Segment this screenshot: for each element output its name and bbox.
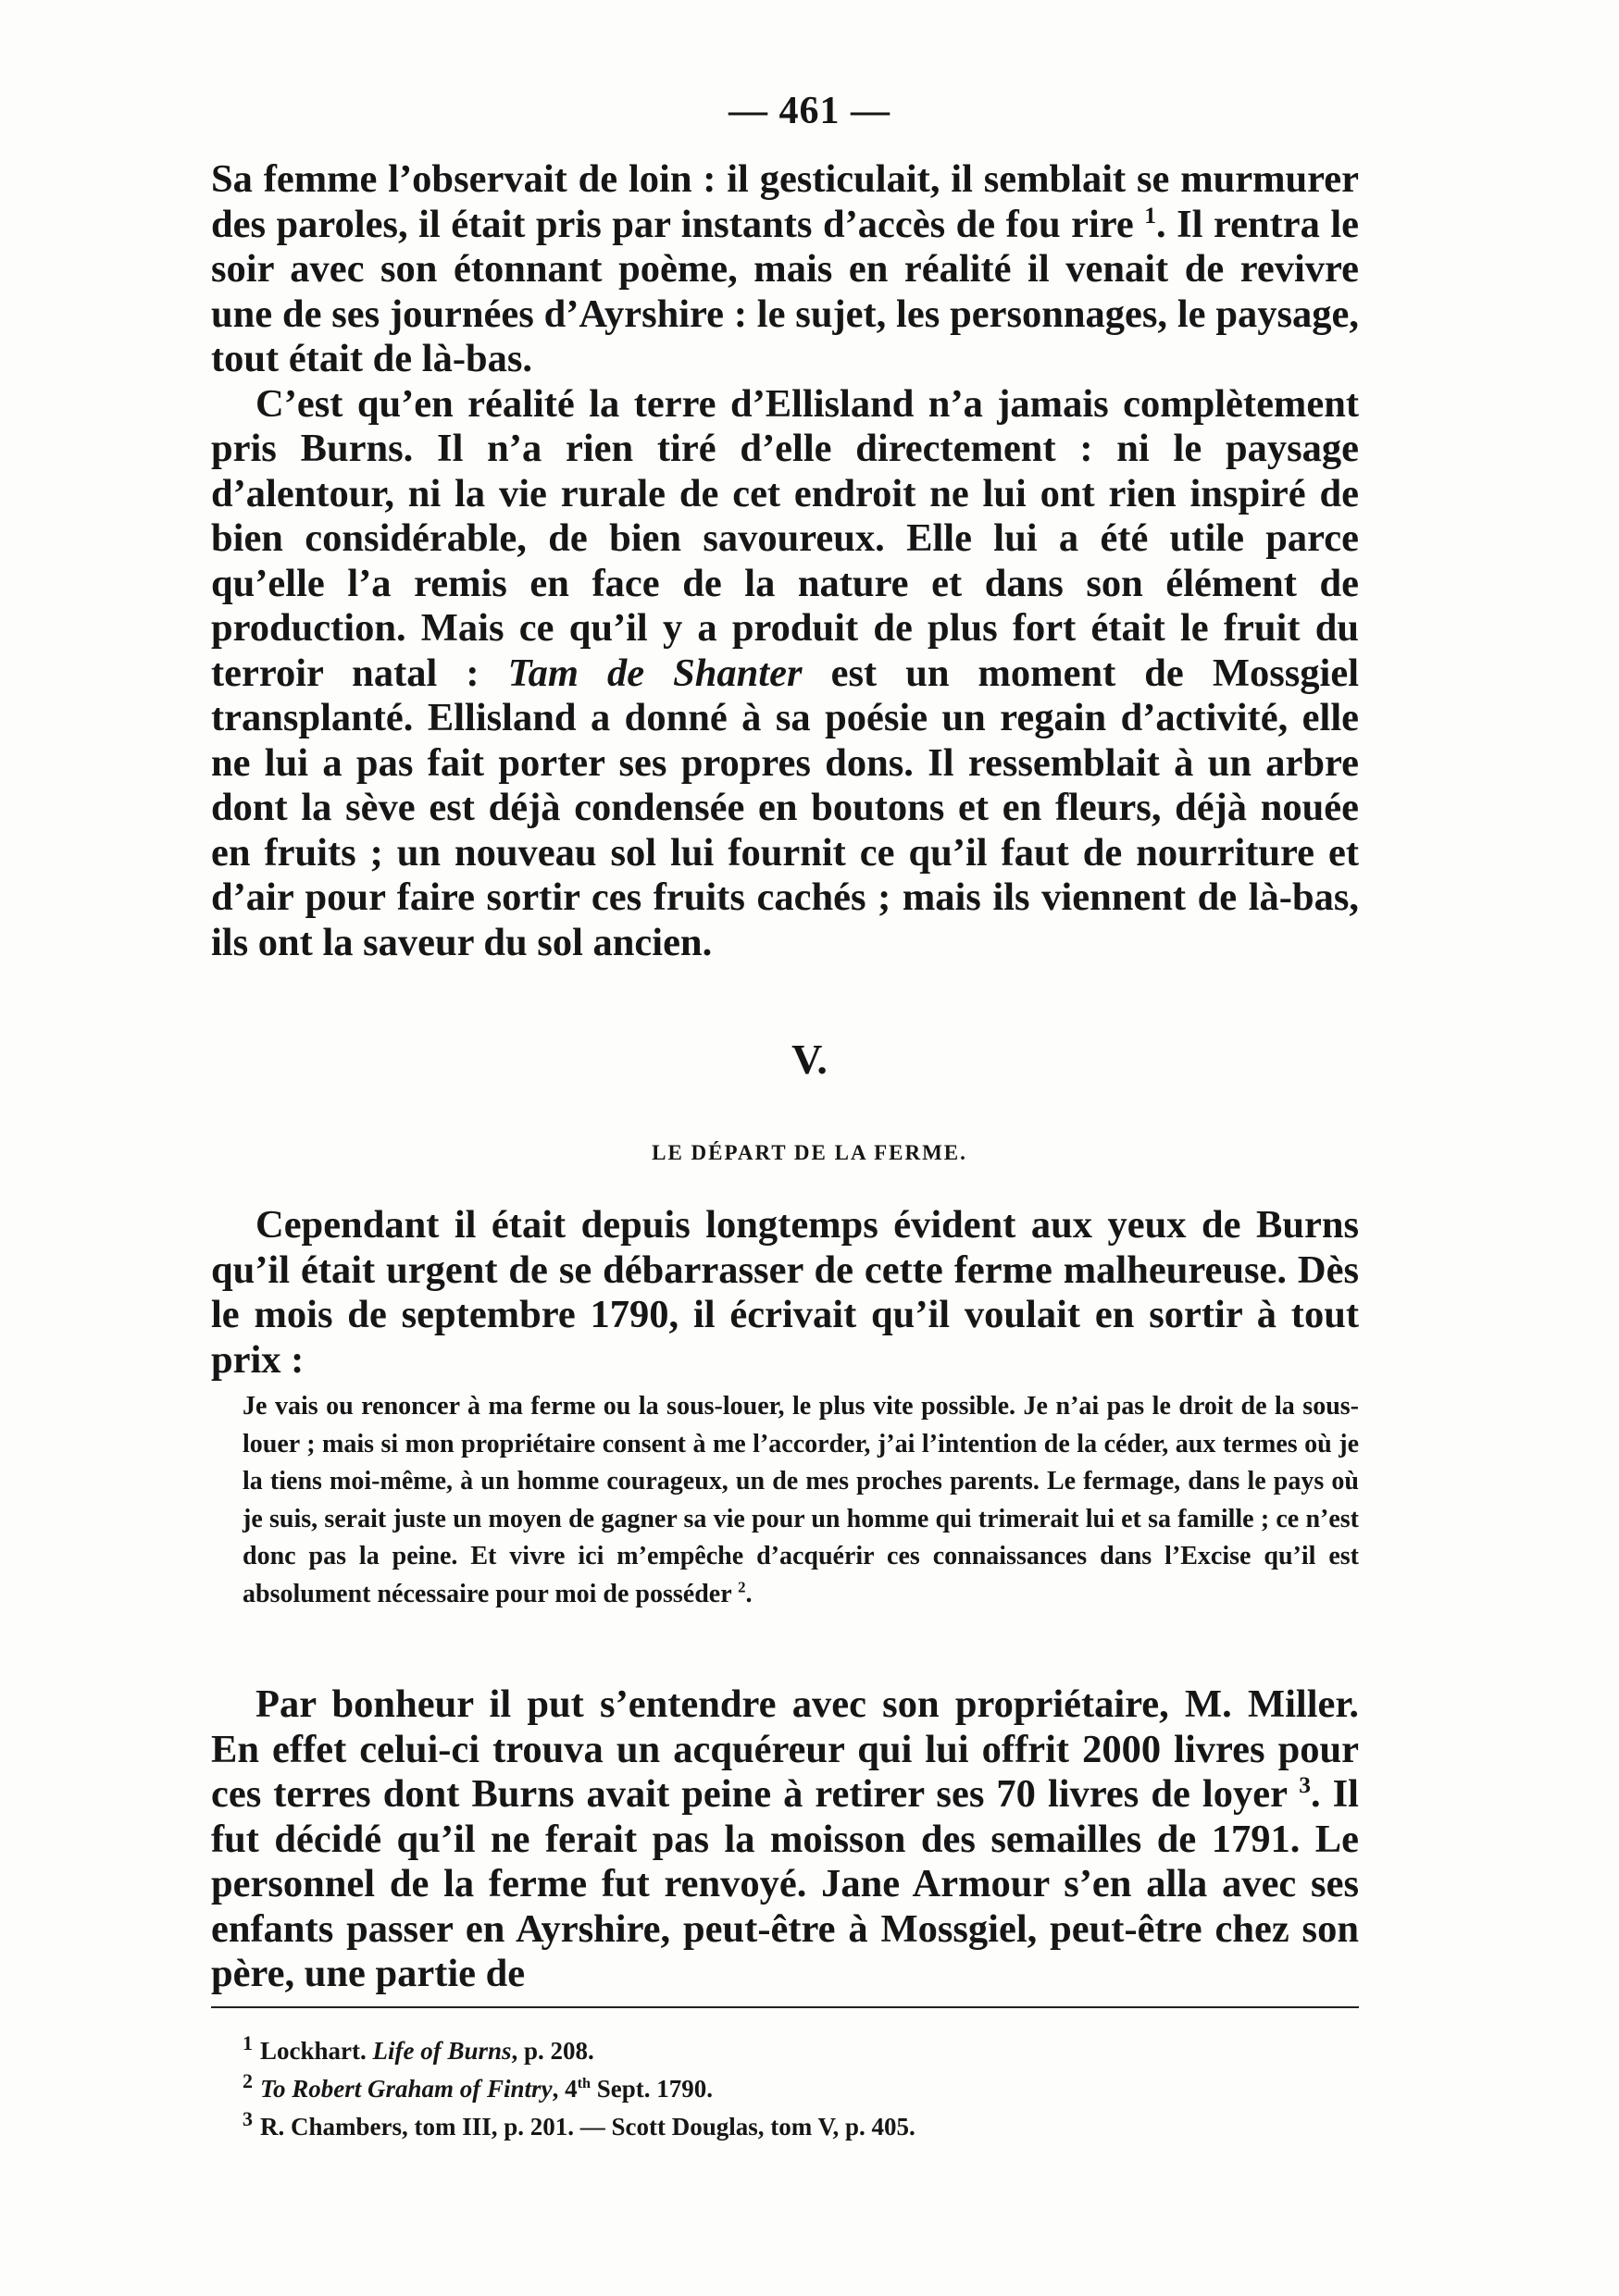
- paragraph-1: Sa femme l’observait de loin : il gesticulait, il semblait se murmurer des paroles, il était pris par instants d’accès de fou rire $^1$. Il rentra le soir avec son étonnant poème, mais en réalité il venait de revivre une de ses journées d’Ayrshire : le sujet, les personnages, le paysage, tout était de là-bas.: [211, 157, 1359, 380]
- work-title: Tam de Shanter: [507, 651, 803, 695]
- footnote-1: $^1$ Lockhart. Life of Burns, p. 208.: [243, 2031, 594, 2065]
- letter-quote: [243, 1388, 1359, 1613]
- body-text-bottom: [211, 1682, 1359, 1997]
- footnotes: [243, 2032, 1307, 2146]
- page-number: — 461 —: [729, 90, 890, 132]
- section-numeral: V.: [791, 1036, 828, 1083]
- paragraph-3: Cependant il était depuis longtemps évident aux yeux de Burns qu’il était urgent de se débarrasser de cette ferme malheureuse. Dès le mois de septembre 1790, il écrivait qu’il voulait en sortir à tout prix :: [211, 1203, 1359, 1382]
- quote-text: Je vais ou renoncer à ma ferme ou la sous-louer, le plus vite possible. Je n’ai pas le droit de la sous-louer ; mais si mon propriétaire consent à me l’accorder, j’ai l’intention de la céder, aux termes où je la tiens moi-même, à un homme courageux, un de mes proches parents. Le fermage, dans le pays où je suis, serait juste un moyen de gagner sa vie pour un homme qui trimerait lui et sa famille ; ce n’est donc pas la peine. Et vivre ici m’empêche d’acquérir ces connaissances dans l’Excise qu’il est absolument nécessaire pour moi de posséder $^2$.: [243, 1392, 1359, 1608]
- paragraph-4: Par bonheur il put s’entendre avec son propriétaire, M. Miller. En effet celui-ci trouva un acquéreur qui lui offrit 2000 livres pour ces terres dont Burns avait peine à retirer ses 70 livres de loyer $^3$. Il fut décidé qu’il ne ferait pas la moisson des semailles de 1791. Le personnel de la ferme fut renvoyé. Jane Armour s’en alla avec ses enfants passer en Ayrshire, peut-être à Mossgiel, peut-être chez son père, une partie de: [211, 1682, 1359, 1995]
- footnote-2: $^2$ To Robert Graham of Fintry, 4th Sept. 1790.: [243, 2069, 713, 2103]
- footnote-divider: [211, 2006, 1359, 2008]
- paragraph-2: C’est qu’en réalité la terre d’Ellisland n’a jamais complètement pris Burns. Il n’a rien tiré d’elle directement : ni le paysage d’alentour, ni la vie rurale de cet endroit ne lui ont rien inspiré de bien considérable, de bien savoureux. Elle lui a été utile parce qu’elle l’a remis en face de la nature et dans son élément de production. Mais ce qu’il y a produit de plus fort était le fruit du terroir natal : Tam de Shanter est un moment de Mossgiel transplanté. Ellisland a donné à sa poésie un regain d’activité, elle ne lui a pas fait porter ses propres dons. Il ressemblait à un arbre dont la sève est déjà condensée en boutons et en fleurs, déjà nouée en fruits ; un nouveau sol lui fournit ce qu’il faut de nourriture et d’air pour faire sortir ces fruits cachés ; mais ils viennent de là-bas, ils ont la saveur du sol ancien.: [211, 381, 1360, 964]
- footnote-3: $^3$ R. Chambers, tom III, p. 201. — Scott Douglas, tom V, p. 405.: [243, 2107, 915, 2141]
- body-text-top: [211, 157, 1359, 965]
- footnote-ref-3[interactable]: 3: [1299, 1770, 1311, 1798]
- body-text-section: [211, 1203, 1359, 1383]
- section-title: LE DÉPART DE LA FERME.: [652, 1141, 967, 1164]
- footnote-ref-1[interactable]: 1: [1144, 201, 1157, 229]
- footnote-ref-2[interactable]: 2: [738, 1578, 746, 1596]
